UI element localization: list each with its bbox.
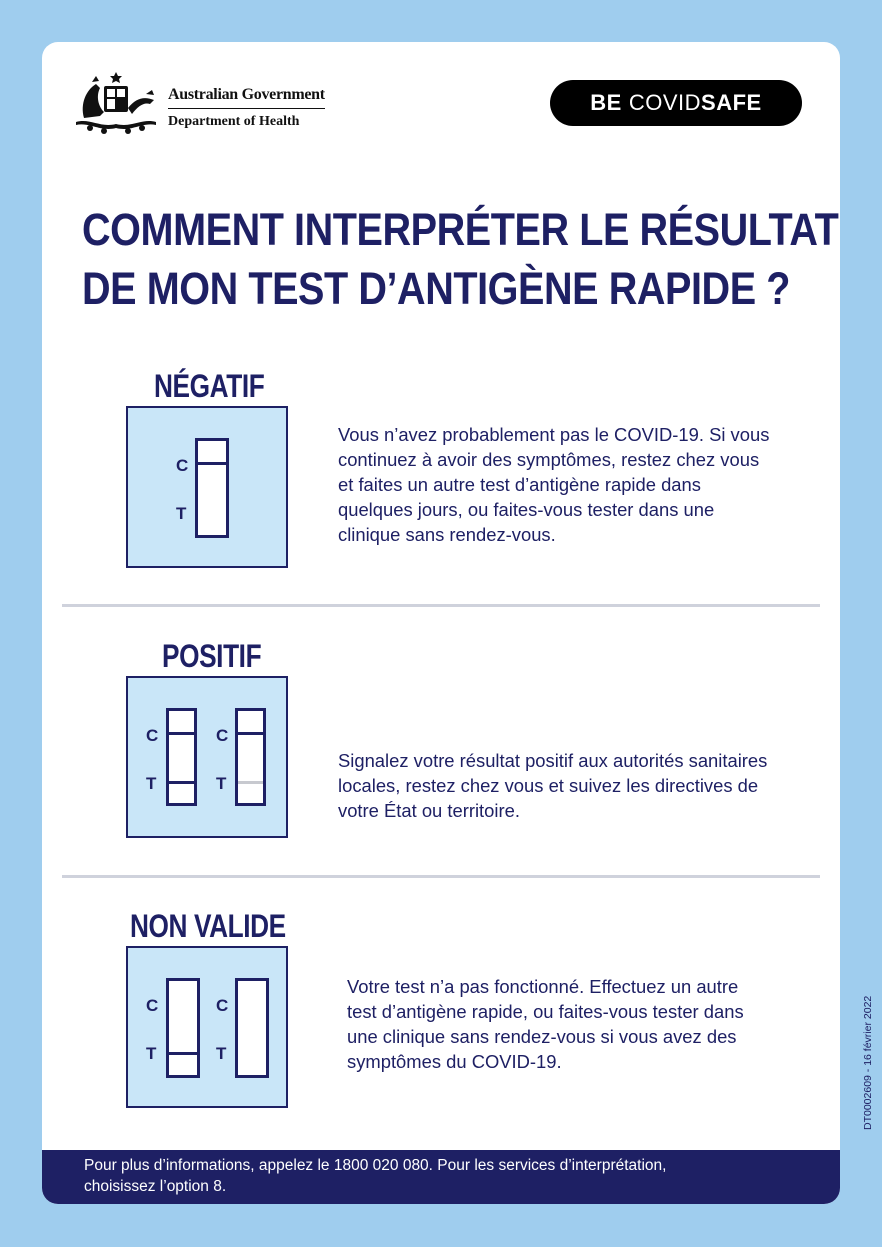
government-wordmark xyxy=(168,86,325,130)
page-title xyxy=(82,200,839,318)
be-covidsafe-badge xyxy=(550,80,802,126)
t-marker: T xyxy=(216,1044,227,1063)
section-divider xyxy=(62,875,820,878)
section-divider xyxy=(62,604,820,607)
positive-test-illustration xyxy=(126,676,288,838)
t-marker: T xyxy=(146,1044,157,1063)
test-strip xyxy=(235,978,269,1078)
control-line xyxy=(238,732,263,735)
test-strip xyxy=(195,438,229,538)
t-marker: T xyxy=(216,774,227,793)
test-strip xyxy=(166,978,200,1078)
test-line xyxy=(169,1052,197,1055)
footer-line1: Pour plus d’informations, appelez le 1800 020 080. Pour les services d’interprétation, xyxy=(84,1157,667,1174)
c-marker: C xyxy=(216,996,229,1015)
poster-card xyxy=(42,42,840,1204)
footer-line2: choisissez l’option 8. xyxy=(84,1178,227,1195)
faint-test-line xyxy=(238,781,263,784)
coat-of-arms-icon xyxy=(70,68,162,136)
invalid-description: Votre test n’a pas fonctionné. Effectuez un autre test d’antigène rapide, ou faites-vous tester dans une clinique sans rendez-vous si vous avez des symptômes du COVID-19. xyxy=(347,976,744,1072)
c-marker: C xyxy=(216,726,229,745)
c-marker: C xyxy=(146,996,159,1015)
negative-description: Vous n’avez probablement pas le COVID-19. Si vous continuez à avoir des symptômes, restez chez vous et faites un autre test d’antigène rapide dans quelques jours, ou faites-vous tester dans une clinique sans rendez-vous. xyxy=(338,424,770,545)
positive-description: Signalez votre résultat positif aux autorités sanitaires locales, restez chez vous et suivez les directives de votre État ou territoire. xyxy=(338,750,768,821)
invalid-label: NON VALIDE xyxy=(130,908,286,944)
badge-safe: SAFE xyxy=(701,90,762,115)
footer-banner xyxy=(42,1150,840,1204)
t-marker: T xyxy=(176,504,187,523)
test-strip xyxy=(235,708,266,806)
negative-label: NÉGATIF xyxy=(154,368,265,404)
c-marker: C xyxy=(146,726,159,745)
title-line2: DE MON TEST D’ANTIGÈNE RAPIDE ? xyxy=(82,263,791,314)
badge-covid: COVID xyxy=(628,90,702,115)
c-marker: C xyxy=(176,456,189,475)
badge-be: BE xyxy=(590,90,622,115)
test-line xyxy=(169,781,194,784)
control-line xyxy=(169,732,194,735)
negative-test-illustration xyxy=(126,406,288,568)
gov-line1: Australian Government xyxy=(168,86,325,109)
document-code: DT0002609 - 16 février 2022 xyxy=(862,995,874,1130)
gov-line2: Department of Health xyxy=(168,114,300,129)
control-line xyxy=(198,462,226,465)
title-line1: COMMENT INTERPRÉTER LE RÉSULTAT xyxy=(82,204,839,255)
t-marker: T xyxy=(146,774,157,793)
invalid-test-illustration xyxy=(126,946,288,1108)
test-strip xyxy=(166,708,197,806)
positive-label: POSITIF xyxy=(162,638,262,674)
